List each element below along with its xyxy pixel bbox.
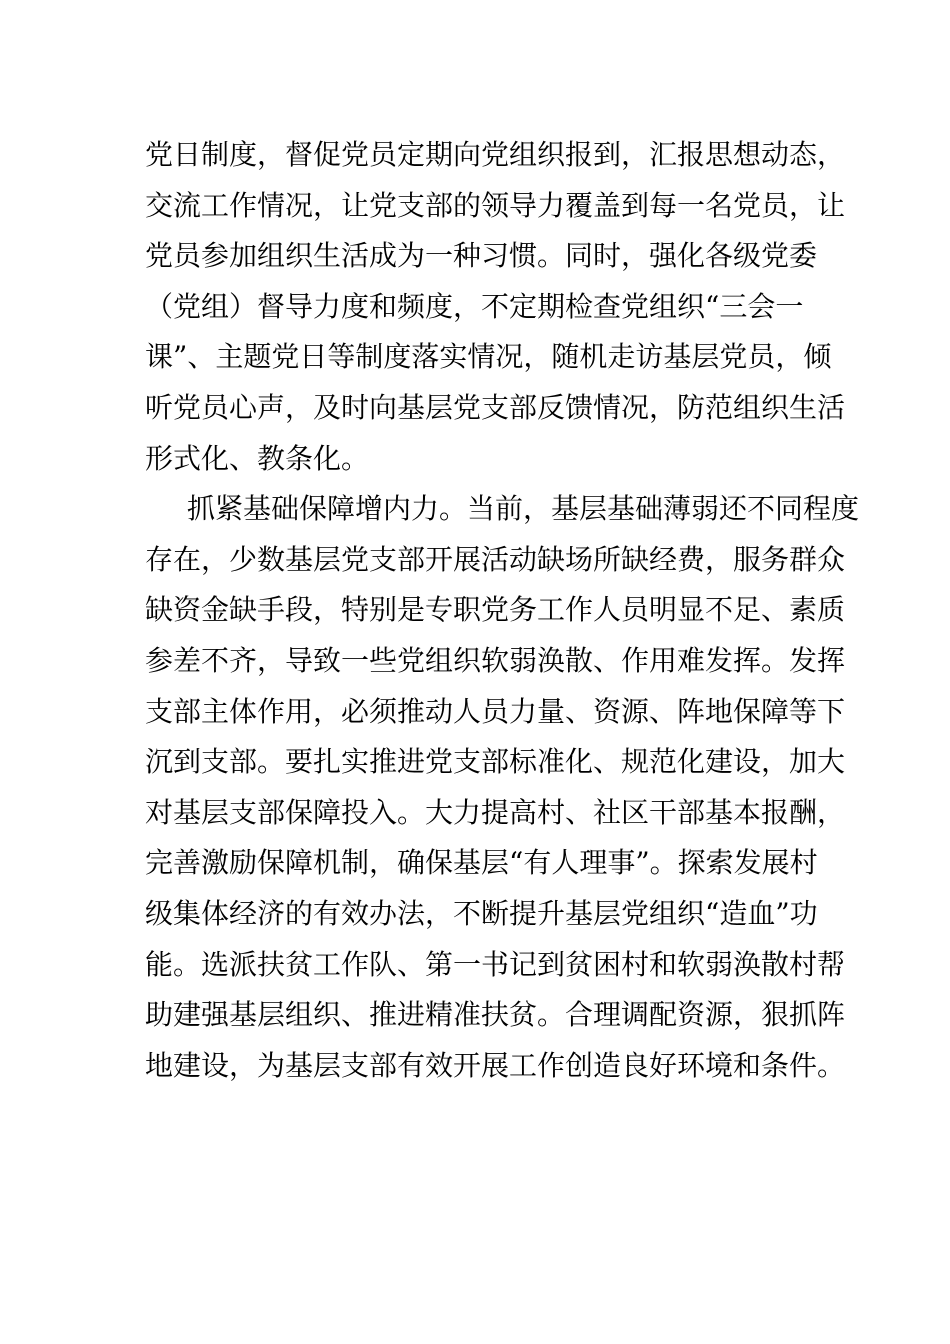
paragraph-line: 听党员心声，及时向基层党支部反馈情况，防范组织生活 [145, 390, 846, 424]
paragraph-line: 课”、主题党日等制度落实情况，随机走访基层党员，倾 [145, 340, 832, 374]
paragraph-line: 完善激励保障机制，确保基层“有人理事”。探索发展村 [145, 846, 818, 880]
paragraph-1 [145, 130, 846, 484]
paragraph-2 [145, 484, 860, 1091]
paragraph-line: 缺资金缺手段，特别是专职党务工作人员明显不足、素质 [145, 593, 846, 627]
paragraph-line: 党日制度，督促党员定期向党组织报到，汇报思想动态， [145, 138, 846, 171]
paragraph-line: 沉到支部。要扎实推进党支部标准化、规范化建设，加大 [145, 745, 846, 779]
paragraph-line: 党员参加组织生活成为一种习惯。同时，强化各级党委 [145, 239, 818, 273]
paragraph-line: 支部主体作用，必须推动人员力量、资源、阵地保障等下 [145, 694, 846, 728]
paragraph-line: 参差不齐，导致一些党组织软弱涣散、作用难发挥。发挥 [145, 643, 846, 677]
paragraph-line: （党组）督导力度和频度，不定期检查党组织“三会一 [145, 289, 804, 323]
paragraph-line: 交流工作情况，让党支部的领导力覆盖到每一名党员，让 [145, 188, 846, 222]
paragraph-line: 存在，少数基层党支部开展活动缺场所缺经费，服务群众 [145, 542, 846, 576]
paragraph-line: 助建强基层组织、推进精准扶贫。合理调配资源，狠抓阵 [145, 998, 846, 1032]
paragraph-line: 级集体经济的有效办法，不断提升基层党组织“造血”功 [145, 896, 818, 930]
paragraph-line: 对基层支部保障投入。大力提高村、社区干部基本报酬， [145, 795, 846, 829]
paragraph-line: 抓紧基础保障增内力。当前，基层基础薄弱还不同程度 [187, 492, 860, 526]
body-text [145, 130, 860, 1091]
paragraph-line: 能。选派扶贫工作队、第一书记到贫困村和软弱涣散村帮 [145, 947, 846, 981]
paragraph-line: 形式化、教条化。 [145, 441, 370, 475]
paragraph-line: 地建设，为基层支部有效开展工作创造良好环境和条件。 [145, 1048, 846, 1082]
